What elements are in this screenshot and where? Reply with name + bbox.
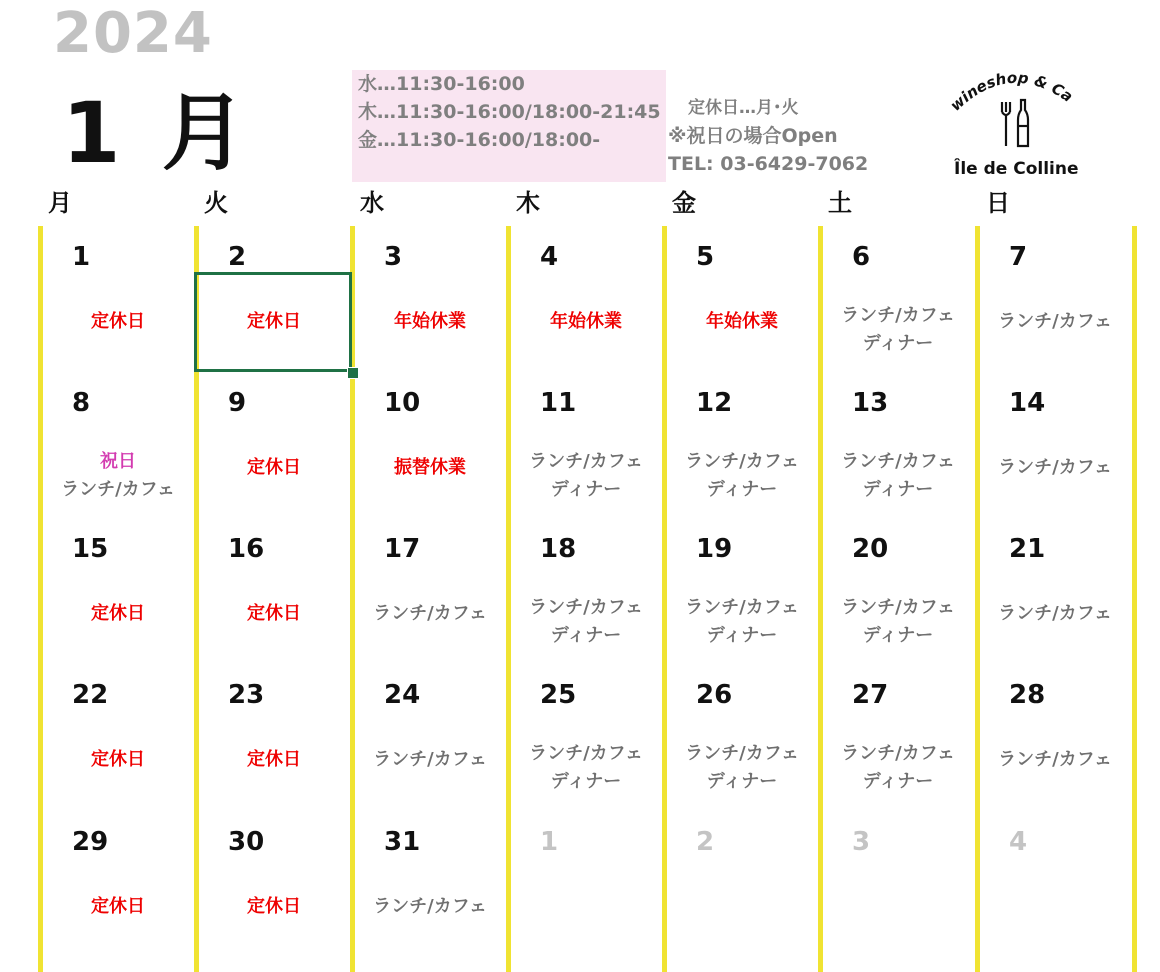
service-label: ディナー bbox=[862, 771, 934, 792]
service-label: ランチ/カフェ bbox=[61, 479, 175, 500]
day-number: 12 bbox=[696, 388, 733, 418]
closed-label: 年始休業 bbox=[550, 311, 622, 332]
calendar-day-cell[interactable] bbox=[508, 228, 664, 374]
service-label: ディナー bbox=[706, 479, 778, 500]
calendar-day-cell[interactable] bbox=[196, 666, 352, 812]
day-number: 9 bbox=[228, 388, 247, 418]
closed-label: 定休日 bbox=[91, 749, 145, 770]
calendar-day-cell[interactable] bbox=[820, 666, 976, 812]
day-number: 13 bbox=[852, 388, 889, 418]
day-number: 5 bbox=[696, 242, 715, 272]
hours-wed: 水…11:30-16:00 bbox=[358, 73, 525, 95]
day-number: 2 bbox=[228, 242, 247, 272]
fill-handle[interactable] bbox=[347, 367, 359, 379]
service-label: ディナー bbox=[550, 771, 622, 792]
calendar-day-cell[interactable] bbox=[352, 228, 508, 374]
service-label: ディナー bbox=[862, 333, 934, 354]
service-label: ランチ/カフェ bbox=[373, 603, 487, 624]
calendar-day-cell[interactable] bbox=[508, 374, 664, 520]
regular-holiday: 定休日…月･火 bbox=[688, 98, 799, 118]
day-number: 1 bbox=[72, 242, 91, 272]
service-label: ランチ/カフェ bbox=[998, 311, 1112, 332]
day-number: 23 bbox=[228, 680, 265, 710]
closed-label: 定休日 bbox=[247, 749, 301, 770]
service-label: ランチ/カフェ bbox=[841, 451, 955, 472]
closed-label: 定休日 bbox=[247, 457, 301, 478]
calendar-day-cell[interactable] bbox=[977, 374, 1133, 520]
day-number: 20 bbox=[852, 534, 889, 564]
day-number: 26 bbox=[696, 680, 733, 710]
calendar-day-cell[interactable] bbox=[820, 813, 976, 959]
service-label: ランチ/カフェ bbox=[998, 457, 1112, 478]
day-number: 6 bbox=[852, 242, 871, 272]
service-label: ランチ/カフェ bbox=[373, 749, 487, 770]
day-number: 24 bbox=[384, 680, 421, 710]
calendar-day-cell[interactable] bbox=[664, 666, 820, 812]
selected-cell-outline[interactable] bbox=[194, 272, 352, 372]
service-label: ランチ/カフェ bbox=[529, 451, 643, 472]
business-hours-box bbox=[352, 70, 666, 182]
closed-label: 振替休業 bbox=[394, 457, 466, 478]
day-number: 4 bbox=[1009, 827, 1028, 857]
calendar-day-cell[interactable] bbox=[40, 374, 196, 520]
closed-label: 定休日 bbox=[91, 311, 145, 332]
holiday-note: ※祝日の場合Open bbox=[668, 125, 838, 147]
day-number: 30 bbox=[228, 827, 265, 857]
day-number: 28 bbox=[1009, 680, 1046, 710]
day-number: 1 bbox=[540, 827, 559, 857]
month-title: 1 月 bbox=[62, 84, 252, 182]
svg-text:wineshop & Café bbox=[948, 64, 1076, 115]
day-number: 15 bbox=[72, 534, 109, 564]
service-label: ディナー bbox=[706, 771, 778, 792]
calendar-day-cell[interactable] bbox=[664, 520, 820, 666]
calendar-day-cell[interactable] bbox=[820, 228, 976, 374]
calendar-day-cell[interactable] bbox=[40, 813, 196, 959]
calendar-day-cell[interactable] bbox=[508, 520, 664, 666]
calendar-day-cell[interactable] bbox=[40, 666, 196, 812]
calendar-day-cell[interactable] bbox=[820, 374, 976, 520]
day-number: 3 bbox=[384, 242, 403, 272]
closed-label: 定休日 bbox=[91, 603, 145, 624]
day-number: 10 bbox=[384, 388, 421, 418]
closed-label: 年始休業 bbox=[394, 311, 466, 332]
shop-info bbox=[668, 94, 898, 178]
day-number: 21 bbox=[1009, 534, 1046, 564]
weekday-tue: 火 bbox=[204, 189, 228, 217]
calendar-day-cell[interactable] bbox=[977, 813, 1133, 959]
service-label: ランチ/カフェ bbox=[841, 743, 955, 764]
closed-label: 定休日 bbox=[247, 896, 301, 917]
calendar-day-cell[interactable] bbox=[508, 666, 664, 812]
day-number: 16 bbox=[228, 534, 265, 564]
day-number: 11 bbox=[540, 388, 577, 418]
calendar-day-cell[interactable] bbox=[664, 228, 820, 374]
calendar-day-cell[interactable] bbox=[977, 228, 1133, 374]
calendar-day-cell[interactable] bbox=[352, 813, 508, 959]
shop-logo bbox=[948, 64, 1078, 184]
calendar-day-cell[interactable] bbox=[508, 813, 664, 959]
service-label: ランチ/カフェ bbox=[373, 896, 487, 917]
calendar-day-cell[interactable] bbox=[977, 520, 1133, 666]
calendar-day-cell[interactable] bbox=[40, 520, 196, 666]
day-number: 22 bbox=[72, 680, 109, 710]
calendar-day-cell[interactable] bbox=[196, 813, 352, 959]
service-label: ランチ/カフェ bbox=[529, 743, 643, 764]
closed-label: 定休日 bbox=[247, 311, 301, 332]
service-label: ディナー bbox=[706, 625, 778, 646]
logo-bottom-text: Île de Colline bbox=[954, 159, 1078, 179]
closed-label: 年始休業 bbox=[706, 311, 778, 332]
day-number: 2 bbox=[696, 827, 715, 857]
service-label: ランチ/カフェ bbox=[529, 597, 643, 618]
day-number: 8 bbox=[72, 388, 91, 418]
service-label: ディナー bbox=[862, 625, 934, 646]
service-label: ランチ/カフェ bbox=[998, 749, 1112, 770]
day-number: 18 bbox=[540, 534, 577, 564]
fork-bottle-icon bbox=[1002, 100, 1028, 146]
day-number: 3 bbox=[852, 827, 871, 857]
weekday-wed: 水 bbox=[360, 189, 384, 217]
calendar-day-cell[interactable] bbox=[664, 813, 820, 959]
hours-thu: 木…11:30-16:00/18:00-21:45 bbox=[358, 101, 661, 123]
closed-label: 定休日 bbox=[247, 603, 301, 624]
service-label: ディナー bbox=[862, 479, 934, 500]
service-label: ディナー bbox=[550, 479, 622, 500]
service-label: ランチ/カフェ bbox=[685, 743, 799, 764]
service-label: ランチ/カフェ bbox=[685, 597, 799, 618]
day-number: 31 bbox=[384, 827, 421, 857]
hours-fri: 金…11:30-16:00/18:00- bbox=[358, 129, 601, 151]
day-number: 7 bbox=[1009, 242, 1028, 272]
weekday-fri: 金 bbox=[672, 189, 696, 217]
service-label: ランチ/カフェ bbox=[685, 451, 799, 472]
day-number: 17 bbox=[384, 534, 421, 564]
service-label: ディナー bbox=[550, 625, 622, 646]
calendar-day-cell[interactable] bbox=[820, 520, 976, 666]
weekday-sun: 日 bbox=[986, 189, 1010, 217]
phone-number: TEL: 03-6429-7062 bbox=[668, 153, 869, 175]
service-label: ランチ/カフェ bbox=[998, 603, 1112, 624]
weekday-sat: 土 bbox=[828, 189, 852, 217]
day-number: 29 bbox=[72, 827, 109, 857]
weekday-header bbox=[0, 186, 1160, 222]
holiday-label: 祝日 bbox=[100, 451, 136, 472]
calendar-day-cell[interactable] bbox=[977, 666, 1133, 812]
calendar-day-cell[interactable] bbox=[40, 228, 196, 374]
day-number: 25 bbox=[540, 680, 577, 710]
calendar-day-cell[interactable] bbox=[352, 666, 508, 812]
service-label: ランチ/カフェ bbox=[841, 597, 955, 618]
day-number: 14 bbox=[1009, 388, 1046, 418]
logo-top-text: wineshop & Ca bbox=[948, 68, 1077, 115]
calendar-day-cell[interactable] bbox=[664, 374, 820, 520]
closed-label: 定休日 bbox=[91, 896, 145, 917]
calendar-day-cell[interactable] bbox=[196, 520, 352, 666]
calendar-day-cell[interactable] bbox=[352, 374, 508, 520]
day-number: 27 bbox=[852, 680, 889, 710]
day-number: 4 bbox=[540, 242, 559, 272]
year-title: 2024 bbox=[53, 1, 213, 66]
day-number: 19 bbox=[696, 534, 733, 564]
calendar-day-cell[interactable] bbox=[196, 374, 352, 520]
weekday-thu: 木 bbox=[516, 189, 540, 217]
service-label: ランチ/カフェ bbox=[841, 305, 955, 326]
weekday-mon: 月 bbox=[48, 189, 72, 217]
calendar-day-cell[interactable] bbox=[352, 520, 508, 666]
